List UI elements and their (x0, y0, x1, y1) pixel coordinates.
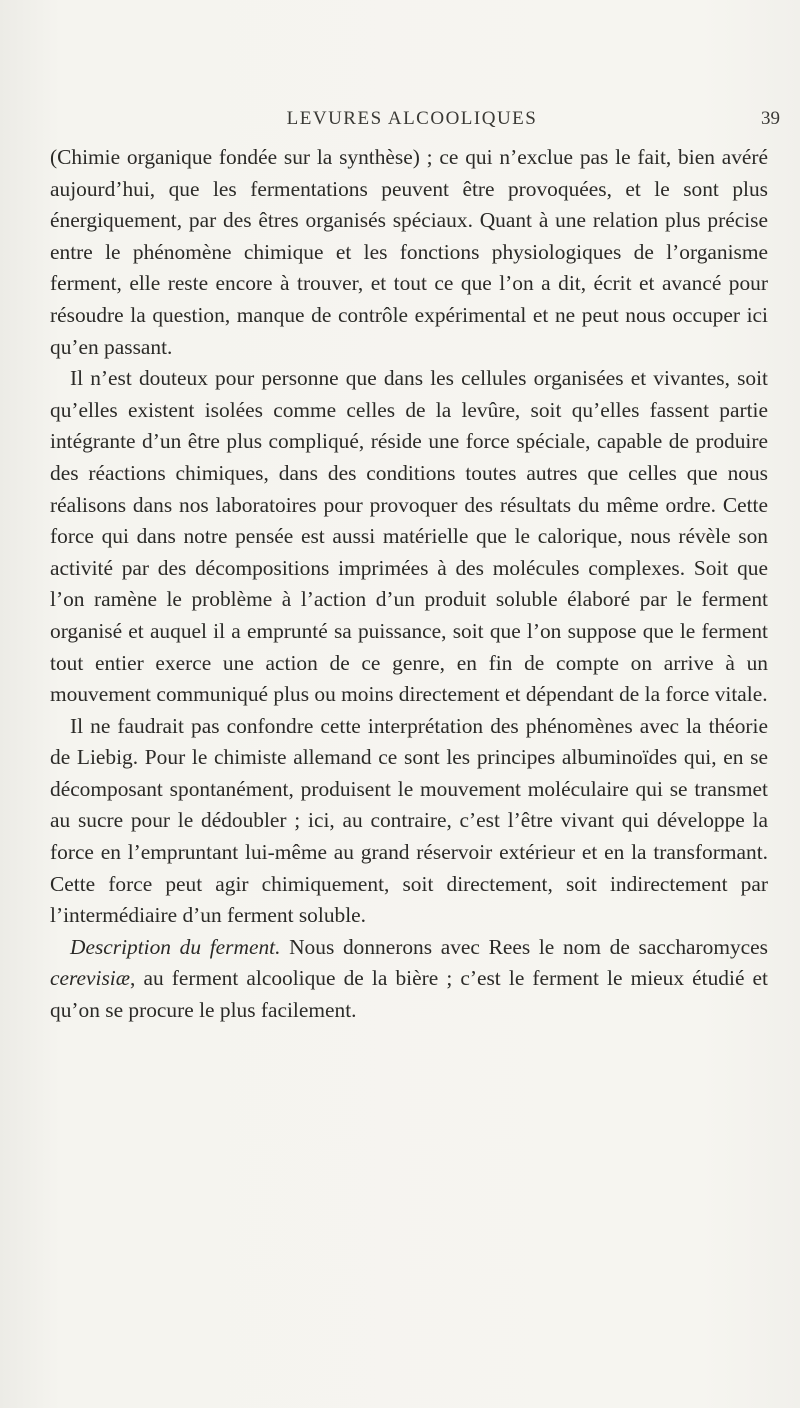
section-heading: Description du ferment. (70, 934, 281, 959)
body-text (50, 142, 768, 1027)
species-name: cerevisiæ (50, 966, 130, 991)
paragraph-text: , au ferment alcoolique de la bière ; c’est le ferment le mieux étudié et qu’on se procure le plus facilement. (50, 966, 768, 1023)
paragraph-liebig-theory: Il ne faudrait pas confondre cette interprétation des phénomènes avec la théorie de Liebig. Pour le chimiste allemand ce sont les principes albuminoïdes qui, en se décomposant spontanément, produisent le mouvement moléculaire qui se transmet au sucre pour le dédoubler ; ici, au contraire, c’est l’être vivant qui développe la force en l’empruntant lui-même au grand réservoir extérieur et en la transformant. Cette force peut agir chimiquement, soit directement, soit indirectement par l’intermédiaire d’un ferment soluble. (50, 713, 768, 928)
running-head (44, 108, 780, 136)
running-title: LEVURES ALCOOLIQUES (286, 108, 538, 129)
paragraph-text: Nous donnerons avec Rees le nom de saccharomyces (280, 934, 768, 959)
paragraph-ferment-description (50, 932, 768, 1027)
page-number: 39 (761, 108, 780, 129)
paragraph-continuation: (Chimie organique fondée sur la synthèse) ; ce qui n’exclue pas le fait, bien avéré aujourd’hui, que les fermentations peuvent être provoquées, et le sont plus énergiquement, par des êtres organisés spéciaux. Quant à une relation plus précise entre le phénomène chimique et les fonctions physiologiques de l’organisme ferment, elle reste encore à trouver, et tout ce que l’on a dit, écrit et avancé pour résoudre la question, manque de contrôle expérimental et ne peut nous occuper ici qu’en passant. (50, 145, 768, 359)
paragraph-vital-force: Il n’est douteux pour personne que dans les cellules organisées et vivantes, soit qu’elles existent isolées comme celles de la levûre, soit qu’elles fassent partie intégrante d’un être plus compliqué, réside une force spéciale, capable de produire des réactions chimiques, dans des conditions toutes autres que celles que nous réalisons dans nos laboratoires pour provoquer des résultats du même ordre. Cette force qui dans notre pensée est aussi matérielle que le calorique, nous révèle son activité par des décompositions imprimées à des molécules complexes. Soit que l’on ramène le problème à l’action d’un produit soluble élaboré par le ferment organisé et auquel il a emprunté sa puissance, soit que l’on suppose que le ferment tout entier exerce une action de ce genre, en fin de compte on arrive à un mouvement communiqué plus ou moins directement et dépendant de la force vitale. (50, 366, 768, 707)
